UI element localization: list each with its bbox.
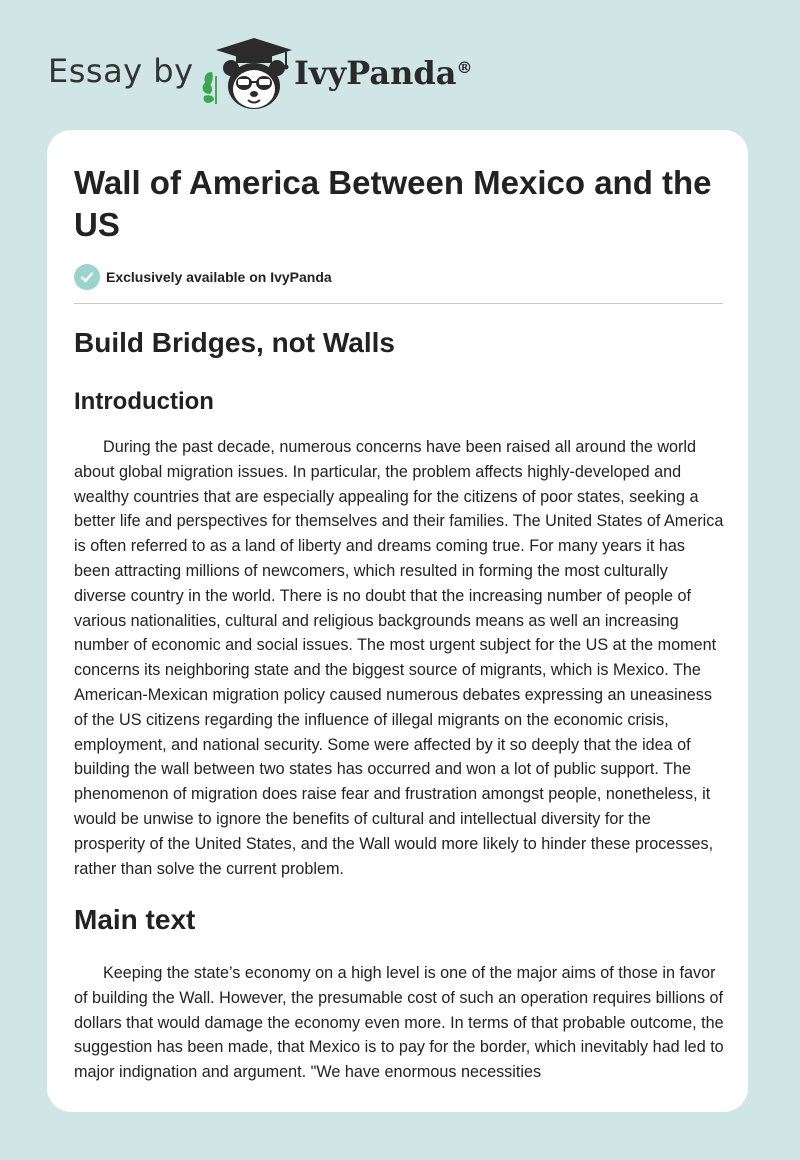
essay-title: Wall of America Between Mexico and the US [74, 164, 712, 243]
check-icon [74, 264, 100, 290]
main-text-paragraph: Keeping the state’s economy on a high level is one of the major aims of those in favor of building the Wall. However, the presumable cost of such an operation requires billions of dollars that would damage the economy even more. In terms of that probable outcome, the suggestion has been made, that Mexico is to pay for the border, which inevitably had led to major indignation and argument. "We have enormous necessities [74, 964, 724, 1082]
ivy-leaf-icon [203, 72, 216, 104]
essay-by-label: Essay by [48, 52, 194, 90]
exclusive-badge [74, 263, 332, 291]
site-header [0, 0, 800, 130]
registered-mark: ® [456, 58, 473, 77]
main-text-heading: Main text [74, 904, 196, 935]
exclusive-label: Exclusively available on IvyPanda [106, 269, 332, 285]
panda-graduate-icon[interactable] [200, 36, 296, 112]
divider [74, 303, 723, 304]
introduction-heading: Introduction [74, 388, 214, 415]
brand-text: IvyPanda [294, 54, 457, 92]
section-heading: Build Bridges, not Walls [74, 327, 395, 358]
introduction-paragraph: During the past decade, numerous concerns have been raised all around the world about global migration issues. In particular, the problem affects highly-developed and wealthy countries that are especially appealing for the citizens of poor states, seeking a better life and perspectives for themselves and their families. The United States of America is often referred to as a land of liberty and dreams coming true. For many years it has been attracting millions of newcomers, which resulted in forming the most culturally diverse country in the world. There is no doubt that the increasing number of people of various nationalities, cultural and religious backgrounds means as well an increasing number of economic and social issues. The most urgent subject for the US at the moment concerns its neighboring state and the biggest source of migrants, which is Mexico. The American-Mexican migration policy caused numerous debates expressing an uneasiness of the US citizens regarding the influence of illegal migrants on the economic crisis, employment, and national security. Some were affected by it so deeply that the idea of building the wall between two states has occurred and won a lot of public support. The phenomenon of migration does raise fear and frustration amongst people, nonetheless, it would be unwise to ignore the benefits of cultural and intellectual diversity for the prosperity of the United States, and the Wall would more likely to hinder these processes, rather than solve the current problem. [74, 438, 724, 878]
essay-card [47, 130, 748, 1112]
brand-name[interactable] [294, 54, 472, 92]
